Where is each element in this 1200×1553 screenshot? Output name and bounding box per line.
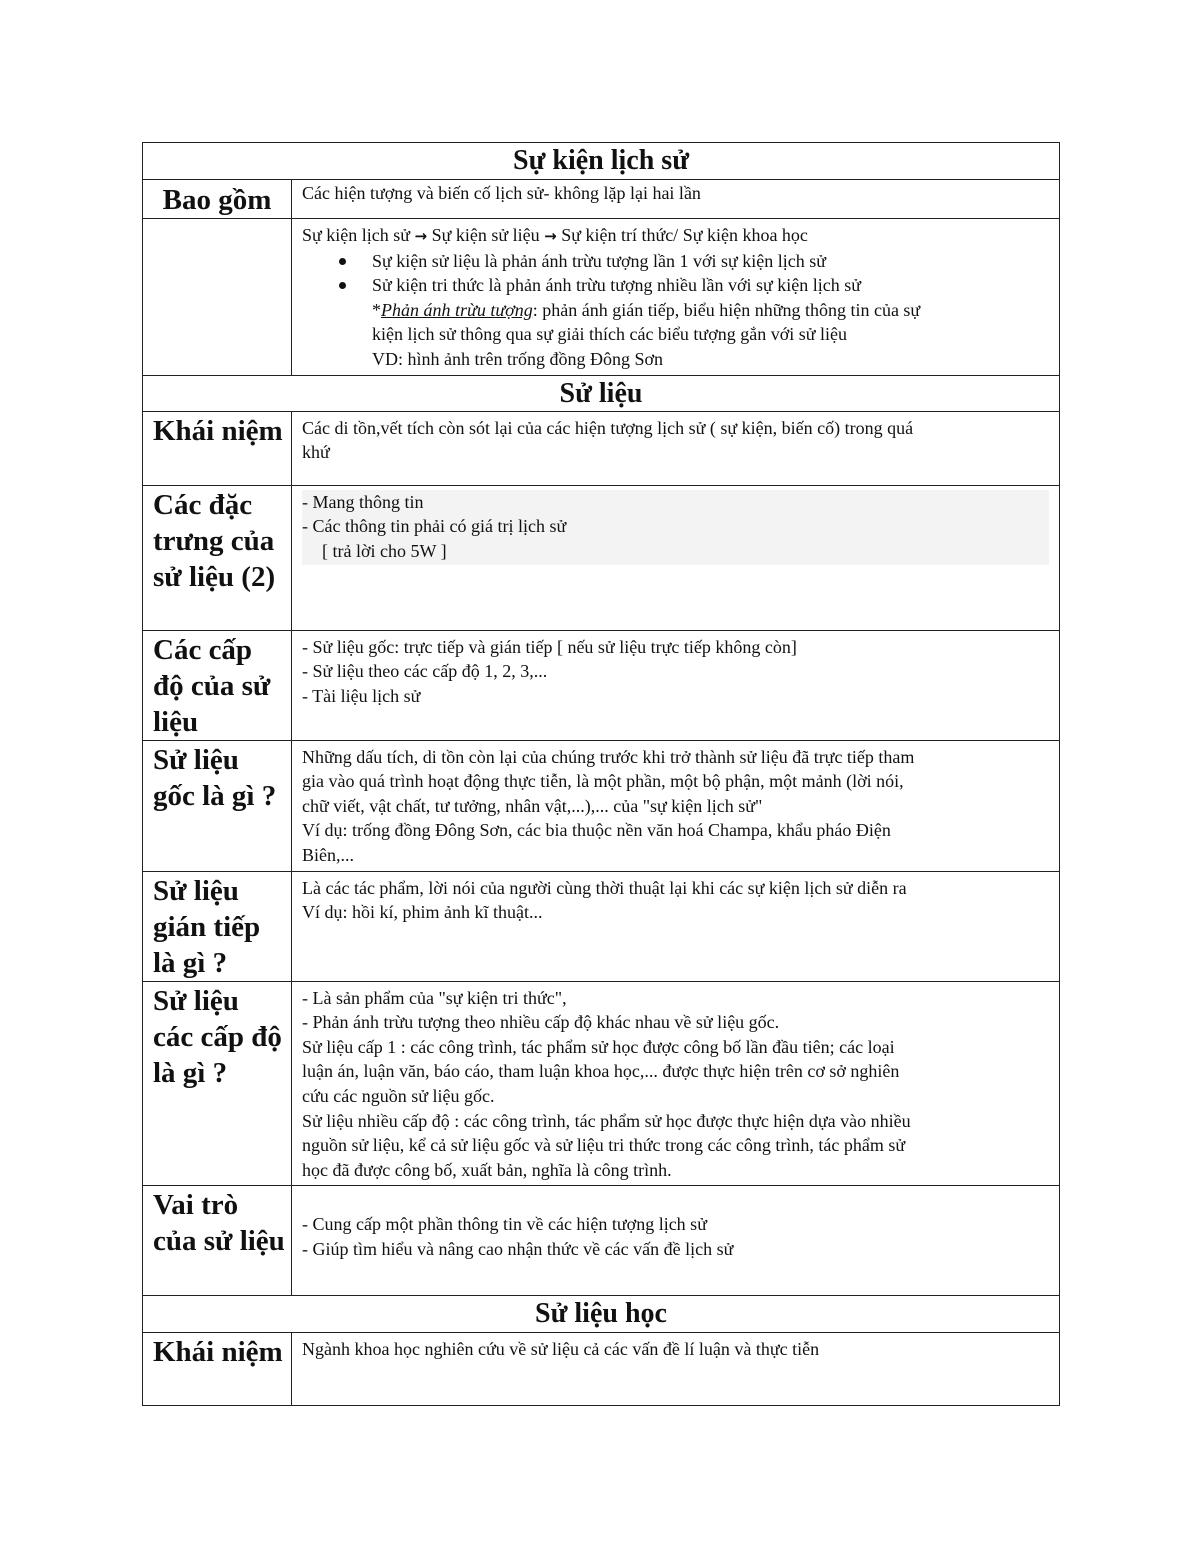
text-line: Sử liệu cấp 1 : các công trình, tác phẩm sử học được công bố lần đầu tiên; các loại [302,1036,895,1057]
content-cap-do [292,630,1060,740]
text-line: học đã được công bố, xuất bản, nghĩa là công trình. [302,1159,672,1180]
flow-part3: Sự kiện trí thức/ Sự kiện khoa học [561,225,808,245]
text-line: Ngành khoa học nghiên cứu về sử liệu cả các vấn đề lí luận và thực tiễn [302,1339,820,1360]
bullet-item-1: Sự kiện sử liệu là phản ánh trừu tượng lần 1 với sự kiện lịch sử [302,249,1047,274]
text-line: - Các thông tin phải có giá trị lịch sử [302,516,567,537]
label-bao-gom: Bao gồm [143,180,292,219]
text-line: - Cung cấp một phần thông tin về các hiện tượng lịch sử [302,1214,707,1235]
text-line: - Giúp tìm hiểu và nâng cao nhận thức về các vấn đề lịch sử [302,1238,734,1259]
example-line: VD: hình ảnh trên trống đồng Đông Sơn [372,348,663,369]
shaded-block [302,490,1049,566]
text-line: - Sử liệu theo các cấp độ 1, 2, 3,... [302,661,548,682]
row-goc [143,740,1060,871]
text-line: khứ [302,442,330,463]
label-cac-cap-do: Sử liệu các cấp độ là gì ? [143,981,292,1186]
note-star: * [372,299,381,320]
note-text-1: : phản ánh gián tiếp, biểu hiện những thông tin của sự [532,299,921,320]
text-line: [ trả lời cho 5W ] [322,540,447,561]
label-goc: Sử liệu gốc là gì ? [143,740,292,871]
row-cac-cap-do [143,981,1060,1186]
section-row-su-kien [143,143,1060,180]
row-flow [143,219,1060,376]
right-arrow-icon: → [414,227,428,245]
label-flow-empty [143,219,292,376]
text-line: cứu các nguồn sử liệu gốc. [302,1085,495,1106]
text-line: Biên,... [302,844,354,865]
text-line: luận án, luận văn, báo cáo, tham luận khoa học,... được thực hiện trên cơ sở nghiên [302,1061,900,1082]
row-cap-do [143,630,1060,740]
content-flow [292,219,1060,376]
label-vai-tro: Vai trò của sử liệu [143,1186,292,1296]
text-line: - Tài liệu lịch sử [302,685,421,706]
text-line: - Là sản phẩm của "sự kiện tri thức", [302,987,567,1008]
content-vai-tro [292,1186,1060,1296]
content-gian-tiep [292,871,1060,981]
content-slh-khai-niem [292,1333,1060,1406]
text-line: Sử liệu nhiều cấp độ : các công trình, tác phẩm sử học được thực hiện dựa vào nhiều [302,1110,911,1131]
section-row-su-lieu [143,375,1060,411]
content-khai-niem [292,411,1060,485]
text-line: nguồn sử liệu, kể cả sử liệu gốc và sử liệu tri thức trong các công trình, tác phẩm sử [302,1135,906,1156]
section-title-su-lieu: Sử liệu [143,375,1060,411]
flow-line [302,223,1047,249]
row-bao-gom [143,180,1060,219]
section-row-su-lieu-hoc [143,1296,1060,1333]
text-line: Các di tồn,vết tích còn sót lại của các hiện tượng lịch sử ( sự kiện, biến cố) trong quá [302,417,914,438]
section-title-su-lieu-hoc: Sử liệu học [143,1296,1060,1333]
label-slh-khai-niem: Khái niệm [143,1333,292,1406]
text-line: Ví dụ: hồi kí, phim ảnh kĩ thuật... [302,902,543,923]
content-dac-trung [292,485,1060,630]
row-slh-khai-niem [143,1333,1060,1406]
flow-part2: Sự kiện sử liệu [431,225,540,245]
content-bao-gom [292,180,1060,219]
label-dac-trung: Các đặc trưng của sử liệu (2) [143,485,292,630]
section-title-su-kien: Sự kiện lịch sử [143,143,1060,180]
text-line: - Phản ánh trừu tượng theo nhiều cấp độ khác nhau về sử liệu gốc. [302,1012,780,1033]
label-cap-do: Các cấp độ của sử liệu [143,630,292,740]
note-term: Phản ánh trừu tượng [381,299,533,320]
text-bao-gom: Các hiện tượng và biến cố lịch sử- không lặp lại hai lần [302,183,701,203]
row-vai-tro [143,1186,1060,1296]
notes-table [142,142,1060,1406]
label-khai-niem: Khái niệm [143,411,292,485]
content-cac-cap-do [292,981,1060,1186]
row-dac-trung [143,485,1060,630]
text-line: chữ viết, vật chất, tư tưởng, nhân vật,...),... của "sự kiện lịch sử" [302,795,763,816]
flow-part1: Sự kiện lịch sử [302,225,411,245]
text-line: - Sử liệu gốc: trực tiếp và gián tiếp [ nếu sử liệu trực tiếp không còn] [302,636,797,657]
note-line-2: kiện lịch sử thông qua sự giải thích các biểu tượng gắn với sử liệu [372,324,847,345]
bullet-item-2: Sử kiện tri thức là phản ánh trừu tượng nhiều lần với sự kiện lịch sử [302,273,1047,298]
content-goc [292,740,1060,871]
note-line-1 [302,298,1047,323]
text-line: Ví dụ: trống đồng Đông Sơn, các bia thuộc nền văn hoá Champa, khẩu pháo Điện [302,820,891,841]
text-line: Những dấu tích, di tồn còn lại của chúng trước khi trở thành sử liệu đã trực tiếp tham [302,746,915,767]
right-arrow-icon: → [544,227,557,245]
row-gian-tiep [143,871,1060,981]
text-line: gia vào quá trình hoạt động thực tiễn, là một phần, một bộ phận, một mảnh (lời nói, [302,771,904,792]
text-line: Là các tác phẩm, lời nói của người cùng thời thuật lại khi các sự kiện lịch sử diễn ra [302,877,907,898]
text-line: - Mang thông tin [302,491,424,512]
label-gian-tiep: Sử liệu gián tiếp là gì ? [143,871,292,981]
row-khai-niem [143,411,1060,485]
